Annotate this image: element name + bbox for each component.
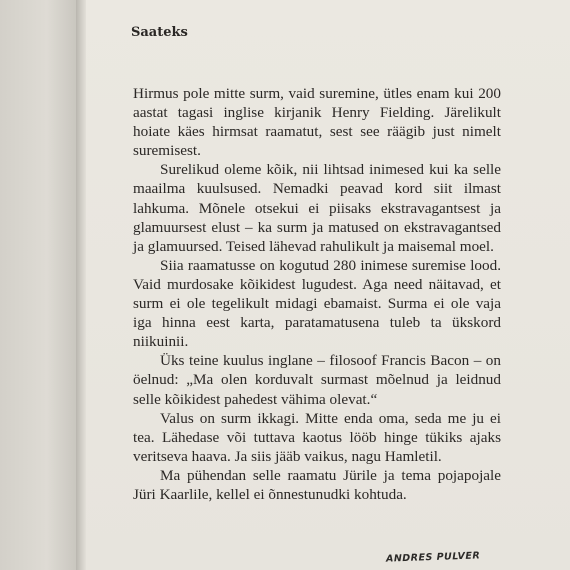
body-text (133, 84, 501, 504)
paragraph-4: Üks teine kuulus inglane – filosoof Francis Bacon – on öelnud: „Ma olen korduvalt surmast mõelnud ja leidnud selle kõikidest pahedest vähima olevat.“ (133, 352, 501, 408)
author-signature: ANDRES PULVER (385, 550, 481, 565)
paragraph-6: Ma pühendan selle raamatu Jürile ja tema pojapojale Jüri Kaarlile, kellel ei õnnestunudki kohtuda. (133, 466, 501, 503)
page-heading: Saateks (131, 25, 188, 40)
paragraph-5: Valus on surm ikkagi. Mitte enda oma, seda me ju ei tea. Lähedase või tuttava kaotus lööb hinge tükiks ajaks veritseva haava. Ja siis jääb vaikus, nagu Hamletil. (133, 409, 501, 465)
paragraph-2: Surelikud oleme kõik, nii lihtsad inimesed kui ka selle maailma kuulsused. Nemadki peavad kord siit ilmast lahkuma. Mõnele otsekui ei piisaks ekstravagantsest ja glamuursest elust – ka surm ja matused on ekstravagantsed ja glamuursed. Teised lähevad rahulikult ja maisemal moel. (133, 161, 501, 255)
paragraph-1: Hirmus pole mitte surm, vaid suremine, ütles enam kui 200 aastat tagasi inglise kirjanik Henry Fielding. Järelikult hoiate käes hirmsat raamatut, sest see räägib just nimelt suremisest. (133, 85, 501, 160)
left-page-edge (0, 0, 78, 570)
book-gutter (76, 0, 86, 570)
paragraph-3: Siia raamatusse on kogutud 280 inimese suremise lood. Vaid murdosake kõikidest lugudest. Aga need näitavad, et surm ei ole tegelikult midagi ebamaist. Surma ei ole vaja iga hinna eest karta, paratamatusena tuleb ta ükskord niikuinii. (133, 256, 501, 351)
